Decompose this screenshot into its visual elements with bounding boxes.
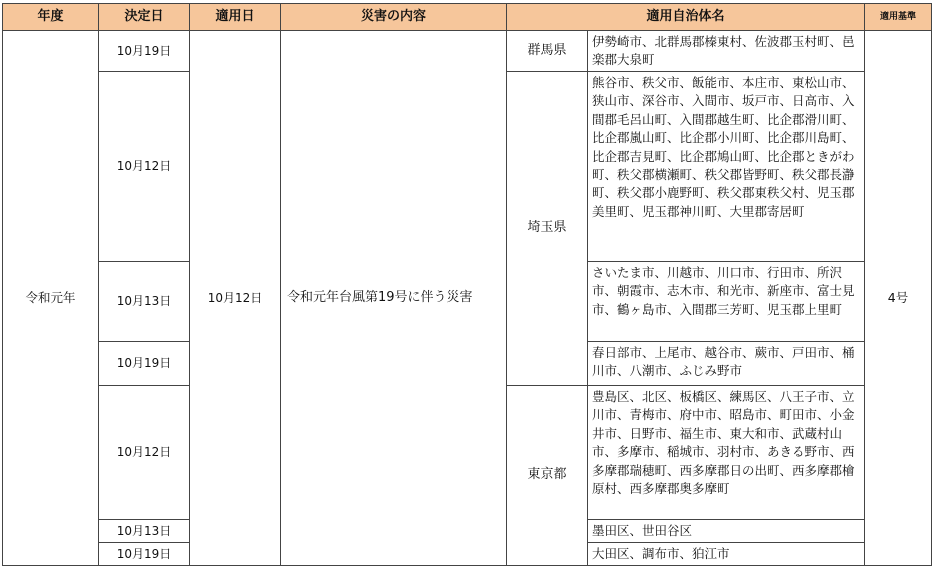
header-disaster: 災害の内容 <box>281 4 507 31</box>
year-cell: 令和元年 <box>3 31 99 566</box>
prefecture-cell-gunma: 群馬県 <box>507 31 588 72</box>
disaster-application-table <box>2 3 932 566</box>
prefecture-cell-saitama: 埼玉県 <box>507 72 588 386</box>
criterion-cell: 4号 <box>865 31 932 566</box>
header-municipalities: 適用自治体名 <box>507 4 865 31</box>
decision-date-cell: 10月19日 <box>99 342 190 386</box>
municipalities-cell: 伊勢崎市、北群馬郡榛東村、佐波郡玉村町、邑楽郡大泉町 <box>588 31 865 72</box>
decision-date-cell: 10月19日 <box>99 31 190 72</box>
decision-date-cell: 10月13日 <box>99 262 190 342</box>
decision-date-cell: 10月12日 <box>99 72 190 262</box>
decision-date-cell: 10月13日 <box>99 520 190 543</box>
municipalities-cell: さいたま市、川越市、川口市、行田市、所沢市、朝霞市、志木市、和光市、新座市、富士見市、鶴ヶ島市、入間郡三芳町、児玉郡上里町 <box>588 262 865 342</box>
municipalities-cell: 熊谷市、秩父市、飯能市、本庄市、東松山市、狭山市、深谷市、入間市、坂戸市、日高市、入間郡毛呂山町、入間郡越生町、比企郡滑川町、比企郡嵐山町、比企郡小川町、比企郡川島町、比企郡吉見町、比企郡鳩山町、比企郡ときがわ町、秩父郡横瀬町、秩父郡皆野町、秩父郡長瀞町、秩父郡小鹿野町、秩父郡東秩父村、児玉郡美里町、児玉郡神川町、大里郡寄居町 <box>588 72 865 262</box>
prefecture-cell-tokyo: 東京都 <box>507 386 588 566</box>
header-decision-date: 決定日 <box>99 4 190 31</box>
decision-date-cell: 10月12日 <box>99 386 190 520</box>
header-criterion: 適用基準 <box>865 4 932 31</box>
table-row <box>3 31 932 72</box>
table-header-row <box>3 4 932 31</box>
header-year: 年度 <box>3 4 99 31</box>
municipalities-cell: 春日部市、上尾市、越谷市、蕨市、戸田市、桶川市、八潮市、ふじみ野市 <box>588 342 865 386</box>
header-application-date: 適用日 <box>190 4 281 31</box>
decision-date-cell: 10月19日 <box>99 543 190 566</box>
municipalities-cell: 大田区、調布市、狛江市 <box>588 543 865 566</box>
municipalities-cell: 豊島区、北区、板橋区、練馬区、八王子市、立川市、青梅市、府中市、昭島市、町田市、小金井市、日野市、福生市、東大和市、武蔵村山市、多摩市、稲城市、羽村市、あきる野市、西多摩郡瑞穂町、西多摩郡日の出町、西多摩郡檜原村、西多摩郡奥多摩町 <box>588 386 865 520</box>
disaster-cell: 令和元年台風第19号に伴う災害 <box>281 31 507 566</box>
application-date-cell: 10月12日 <box>190 31 281 566</box>
municipalities-cell: 墨田区、世田谷区 <box>588 520 865 543</box>
